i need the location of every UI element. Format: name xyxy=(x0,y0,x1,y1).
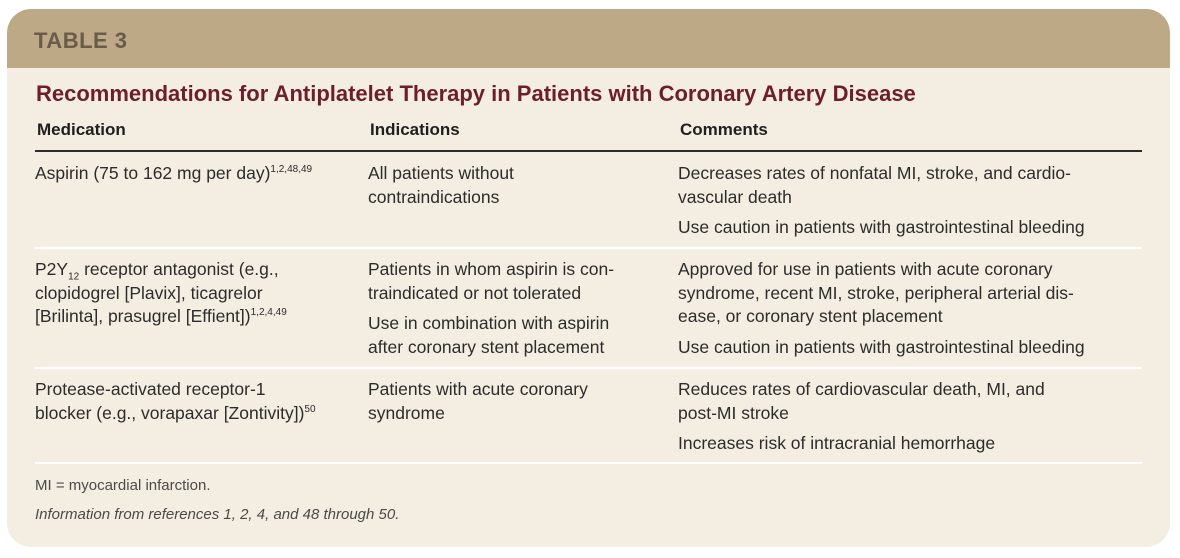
table-title: Recommendations for Antiplatelet Therapy in Patients with Coronary Artery Disease xyxy=(36,81,916,106)
column-header-indications: Indications xyxy=(370,120,460,139)
row-2-comments: Approved for use in patients with acute coronary syndrome, recent MI, stroke, peripheral arterial dis- ease, or coronary stent placement Use caution in patients with gastrointestinal bleeding xyxy=(678,259,1085,357)
row-1-medication: Aspirin (75 to 162 mg per day)$^{1,2,48,49}$ xyxy=(35,163,313,183)
row-3-comments: Reduces rates of cardiovascular death, MI, and post-MI stroke Increases risk of intracranial hemorrhage xyxy=(678,379,1045,453)
table-label: TABLE 3 xyxy=(34,28,128,53)
column-header-medication: Medication xyxy=(37,120,126,139)
row-2-medication: $P2Y_{12}$ receptor antagonist (e.g., clopidogrel [Plavix], ticagrelor [Brilinta], prasugrel [Effient])$^{1,2,4,49}$ xyxy=(35,259,287,326)
row-1-indications: All patients without contraindications xyxy=(368,163,514,207)
row-divider xyxy=(35,247,1142,249)
abbreviation-footnote: MI = myocardial infarction. xyxy=(35,477,211,494)
table-card xyxy=(7,9,1170,547)
row-3-medication: Protease-activated receptor-1 blocker (e.g., vorapaxar [Zontivity])$^{50}$ xyxy=(35,379,316,423)
row-1-comments: Decreases rates of nonfatal MI, stroke, and cardio- vascular death Use caution in patients with gastrointestinal bleeding xyxy=(678,163,1085,237)
row-3-indications: Patients with acute coronary syndrome xyxy=(368,379,588,423)
row-2-indications: Patients in whom aspirin is con- traindicated or not tolerated Use in combination with aspirin after coronary stent placement xyxy=(368,259,615,357)
column-header-comments: Comments xyxy=(680,120,768,139)
table-header-band xyxy=(7,9,1170,68)
row-divider xyxy=(35,367,1142,369)
table-bottom-divider xyxy=(35,462,1142,464)
header-divider xyxy=(35,150,1142,152)
source-footnote: Information from references 1, 2, 4, and 48 through 50. xyxy=(35,506,400,523)
